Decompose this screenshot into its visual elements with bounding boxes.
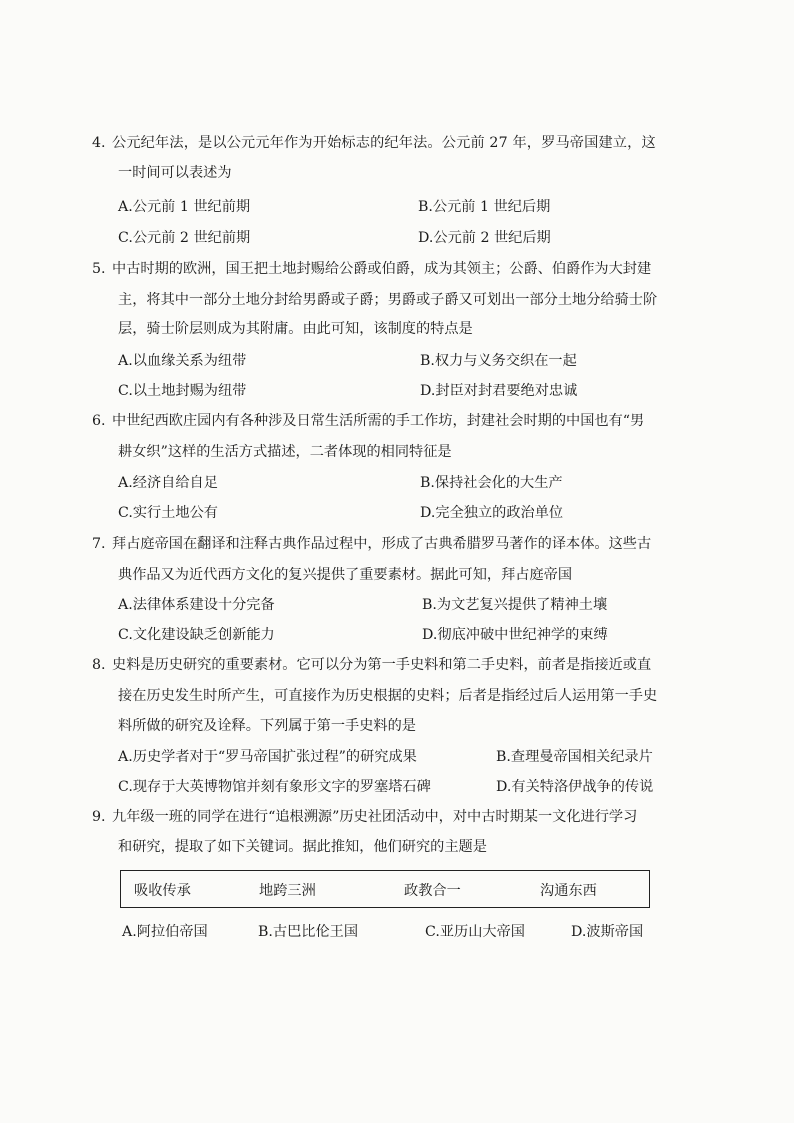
question-text-line: 九年级一班的同学在进行“追根溯源”历史社团活动中，对中古时期某一文化进行学习 <box>112 809 638 825</box>
question-text-line: 中世纪西欧庄园内有各种涉及日常生活所需的手工作坊，封建社会时期的中国也有“男 <box>112 413 645 429</box>
question-text-line: 拜占庭帝国在翻译和注释古典作品过程中，形成了古典希腊罗马著作的译本体。这些古 <box>112 536 652 552</box>
keyword-box <box>120 870 650 908</box>
option-b: B.权力与义务交织在一起 <box>420 353 577 369</box>
keyword: 政教合一 <box>404 883 461 899</box>
option-a: A.历史学者对于“罗马帝国扩张过程”的研究成果 <box>118 749 417 765</box>
option-c: C.亚历山大帝国 <box>425 924 525 940</box>
question-text-line: 料所做的研究及诠释。下列属于第一手史料的是 <box>118 718 416 734</box>
question-number: 7. <box>92 536 106 552</box>
question-text-line: 公元纪年法，是以公元元年作为开始标志的纪年法。公元前 27 年，罗马帝国建立，这 <box>112 135 656 151</box>
option-a: A.公元前 1 世纪前期 <box>118 199 251 215</box>
option-b: B.古巴比伦王国 <box>258 924 359 940</box>
question-text-line: 典作品又为近代西方文化的复兴提供了重要素材。据此可知，拜占庭帝国 <box>118 567 573 583</box>
option-c: C.文化建设缺乏创新能力 <box>118 627 275 643</box>
question-number: 4. <box>92 135 106 151</box>
question-text-line: 耕女织”这样的生活方式描述，二者体现的相同特征是 <box>118 444 452 460</box>
option-b: B.保持社会化的大生产 <box>420 475 563 491</box>
question-text-line: 和研究，提取了如下关键词。据此推知，他们研究的主题是 <box>118 839 487 855</box>
option-c: C.以土地封赐为纽带 <box>118 383 247 399</box>
question-number: 9. <box>92 809 106 825</box>
question-text-line: 史料是历史研究的重要素材。它可以分为第一手史料和第二手史料，前者是指接近或直 <box>112 657 652 673</box>
option-c: C.实行土地公有 <box>118 505 218 521</box>
keyword: 吸收传承 <box>134 883 191 899</box>
question-text-line: 层，骑士阶层则成为其附庸。由此可知，该制度的特点是 <box>118 321 473 337</box>
question-number: 5. <box>92 261 106 277</box>
option-c: C.现存于大英博物馆并刻有象形文字的罗塞塔石碑 <box>118 779 431 795</box>
question-text-line: 主，将其中一部分土地分封给男爵或子爵；男爵或子爵又可划出一部分土地分给骑士阶 <box>118 292 658 308</box>
question-number: 6. <box>92 413 106 429</box>
option-a: A.以血缘关系为纽带 <box>118 353 247 369</box>
option-b: B.查理曼帝国相关纪录片 <box>496 749 653 765</box>
question-number: 8. <box>92 657 106 673</box>
option-a: A.经济自给自足 <box>118 475 218 491</box>
option-b: B.为文艺复兴提供了精神土壤 <box>422 597 608 613</box>
option-d: D.彻底冲破中世纪神学的束缚 <box>422 627 608 643</box>
option-c: C.公元前 2 世纪前期 <box>118 230 251 246</box>
option-d: D.公元前 2 世纪后期 <box>418 230 551 246</box>
keyword: 沟通东西 <box>540 883 597 899</box>
question-text-line: 接在历史发生时所产生，可直接作为历史根据的史料；后者是指经过后人运用第一手史 <box>118 688 658 704</box>
option-b: B.公元前 1 世纪后期 <box>418 199 551 215</box>
keyword: 地跨三洲 <box>259 883 316 899</box>
option-d: D.有关特洛伊战争的传说 <box>496 779 654 795</box>
option-d: D.封臣对封君要绝对忠诚 <box>420 383 578 399</box>
option-d: D.波斯帝国 <box>571 924 644 940</box>
option-a: A.阿拉伯帝国 <box>122 924 208 940</box>
question-text-line: 中古时期的欧洲，国王把土地封赐给公爵或伯爵，成为其领主；公爵、伯爵作为大封建 <box>112 261 652 277</box>
option-a: A.法律体系建设十分完备 <box>118 597 275 613</box>
option-d: D.完全独立的政治单位 <box>420 505 564 521</box>
question-text-line: 一时间可以表述为 <box>118 165 232 181</box>
